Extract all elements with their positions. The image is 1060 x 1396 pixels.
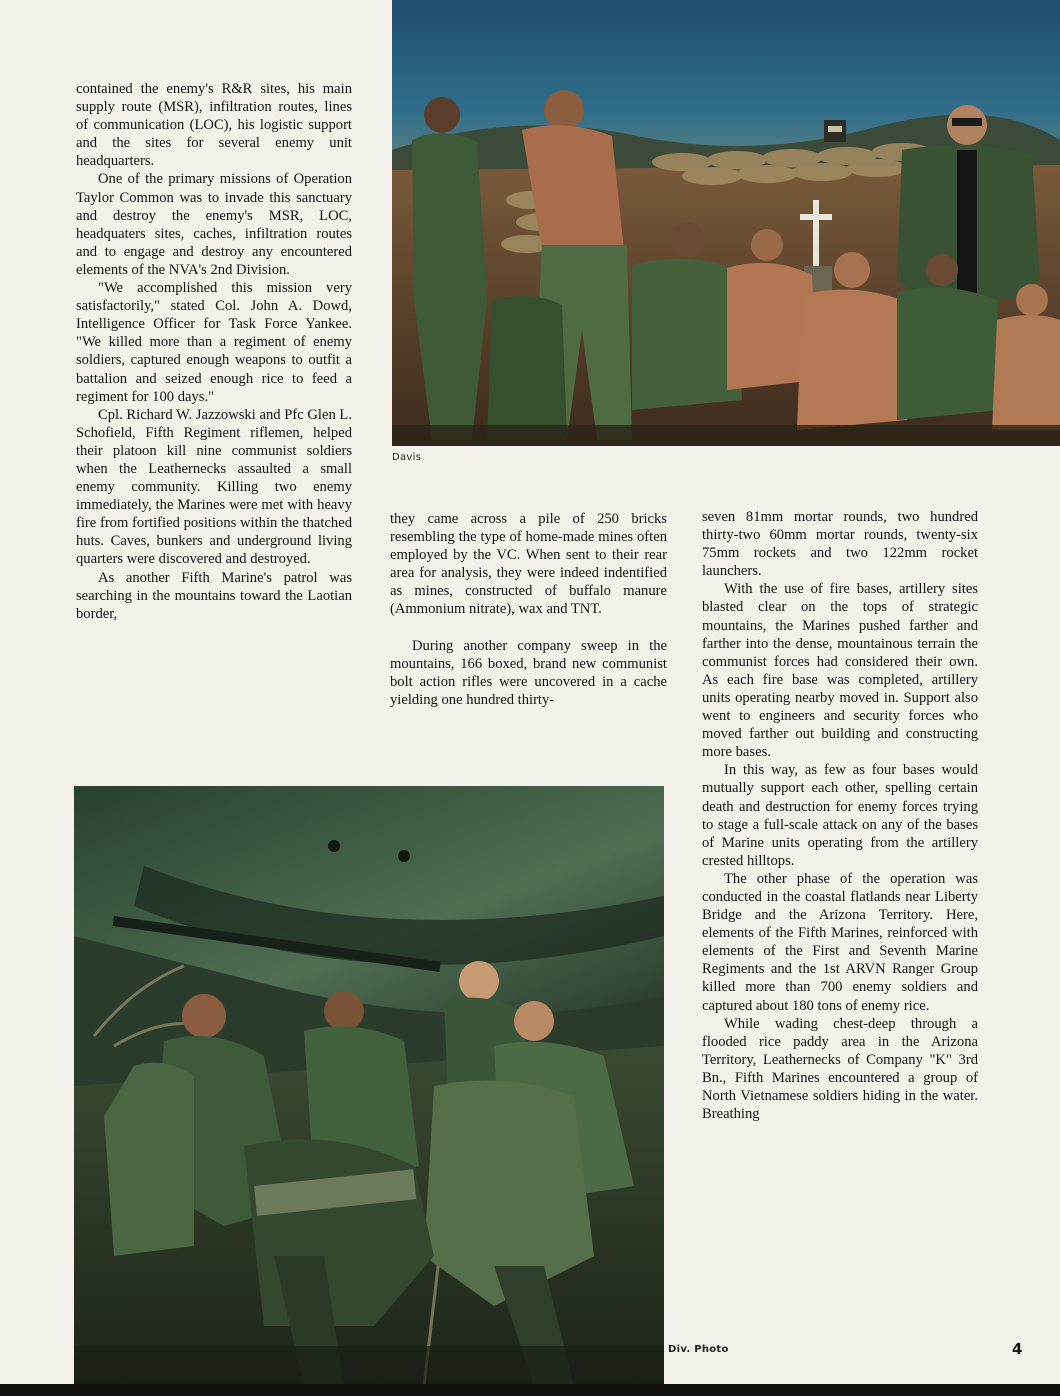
photo-credit-div-photo: Div. Photo (668, 1344, 729, 1355)
paragraph: seven 81mm mortar rounds, two hundred thirty-two 60mm mortar rounds, twenty-six 75mm rockets and two 122mm rocket launchers. (702, 509, 978, 580)
text-column-2 (390, 510, 667, 709)
page-number: 4 (1012, 1340, 1023, 1358)
paragraph: While wading chest-deep through a flooded rice paddy area in the Arizona Territory, Leathernecks of Company "K" 3rd Bn., Fifth Marines encountered a group of North Vietnamese soldiers hiding in the water. Breathing (702, 1015, 978, 1123)
paragraph: "We accomplished this mission very satisfactorily," stated Col. John A. Dowd, Intelligence Officer for Task Force Yankee. "We killed more than a regiment of enemy soldiers, captured enough weapons to outfit a battalion and seized enough rice to feed a regiment for 100 days." (76, 280, 352, 405)
paragraph: The other phase of the operation was conducted in the coastal flatlands near Liberty Bridge and the Arizona Territory. Here, elements of the Fifth Marines, reinforced with elements of the First and Seventh Marine Regiments and the 1st ARVN Ranger Group killed more than 700 enemy soldiers and captured about 180 tons of enemy rice. (702, 870, 978, 1014)
photo-credit-davis: Davis (392, 452, 422, 463)
paragraph: Cpl. Richard W. Jazzowski and Pfc Glen L. Schofield, Fifth Regiment riflemen, helped their platoon kill nine communist soldiers when the Leathernecks assaulted a small enemy community. Killing two enemy immediately, the Marines were met with heavy fire from fortified positions within the thatched huts. Caves, bunkers and underground living quarters were discovered and destroyed. (76, 406, 352, 568)
paragraph: contained the enemy's R&R sites, his main supply route (MSR), infiltration routes, lines of communication (LOC), his logistic support and the sites for several enemy unit headquarters. (76, 81, 352, 170)
paragraph: One of the primary missions of Operation Taylor Common was to invade this sanctuary and destroy the enemy's MSR, LOC, headquaters sites, caches, infiltration routes and to engage and destroy any encountered elements of the NVA's 2nd Division. (76, 171, 352, 278)
text-column-1 (76, 80, 352, 623)
paragraph: During another company sweep in the mountains, 166 boxed, brand new communist bolt action rifles were uncovered in a cache yielding one hundred thirty- (390, 637, 667, 708)
paragraph: In this way, as few as four bases would mutually support each other, spelling certain death and destruction for enemy forces trying to stage a full-scale attack on any of the bases of Marine units operating from the artillery crested hilltops. (702, 762, 978, 869)
text-column-3 (702, 508, 978, 1123)
helicopter-medevac-photo (74, 786, 664, 1386)
paragraph: With the use of fire bases, artillery sites blasted clear on the tops of strategic mountains, the Marines pushed farther and farther into the dense, mountainous terrain the communist forces had considered their own. As each fire base was completed, artillery units operating nearby moved in. Support also went to engineers and security forces who moved farther out building and constructing more bases. (702, 581, 978, 761)
memorial-service-photo (392, 0, 1060, 446)
paragraph: they came across a pile of 250 bricks resembling the type of home-made mines often employed by the VC. When sent to their rear area for analysis, they were indeed indentified as mines, constructed of buffalo manure (Ammonium nitrate), wax and TNT. (390, 511, 667, 618)
page-bottom-edge (0, 1384, 1060, 1396)
paragraph: As another Fifth Marine's patrol was searching in the mountains toward the Laotian border, (76, 569, 352, 622)
